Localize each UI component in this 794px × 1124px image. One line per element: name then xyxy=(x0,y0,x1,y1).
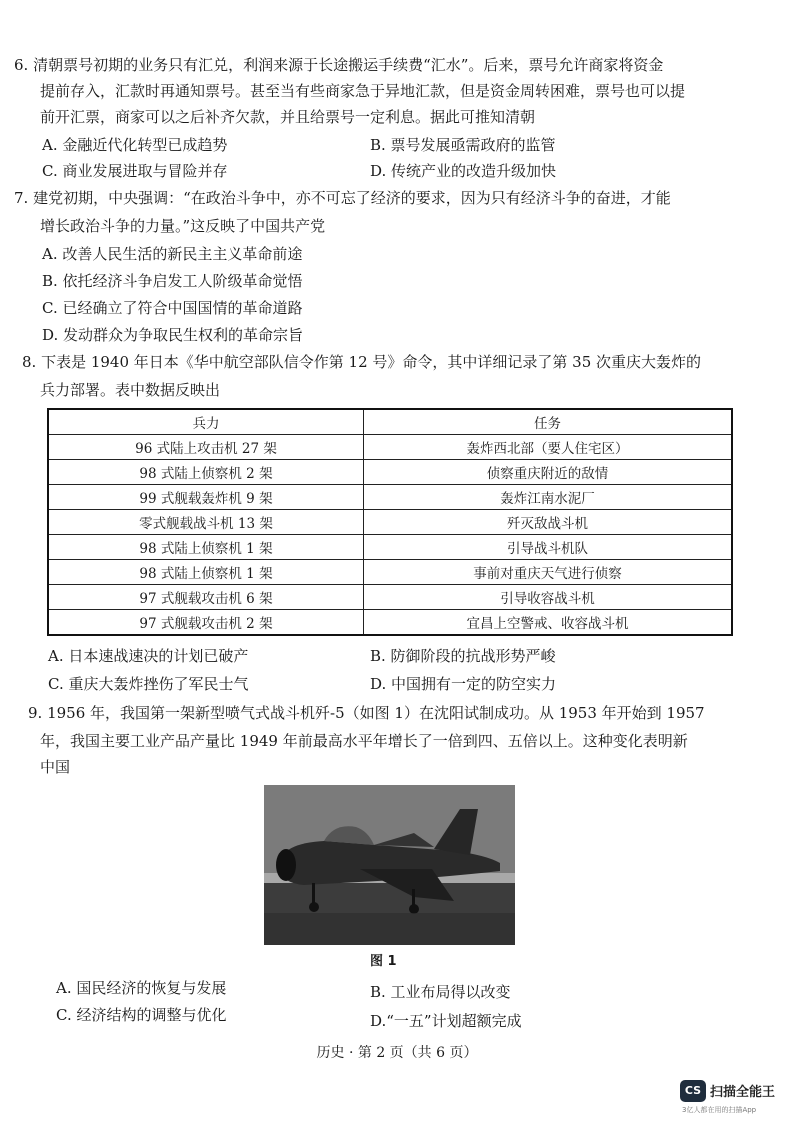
q8-option-d: D. 中国拥有一定的防空实力 xyxy=(370,675,557,693)
q9-option-a: A. 国民经济的恢复与发展 xyxy=(56,979,227,997)
table-row xyxy=(48,485,732,510)
q8-stem-line-1: 8. 下表是 1940 年日本《华中航空部队信令作第 12 号》命令，其中详细记录了第 35 次重庆大轰炸的 xyxy=(22,353,702,371)
table-cell-force: 97 式舰载攻击机 6 架 xyxy=(48,585,364,610)
q7-option-a: A. 改善人民生活的新民主主义革命前途 xyxy=(42,245,303,263)
table-cell-force: 零式舰载战斗机 13 架 xyxy=(48,510,364,535)
table-cell-task: 歼灭敌战斗机 xyxy=(364,510,733,535)
table-cell-task: 事前对重庆天气进行侦察 xyxy=(364,560,733,585)
q8-option-b: B. 防御阶段的抗战形势严峻 xyxy=(370,647,556,665)
q8-option-c: C. 重庆大轰炸挫伤了军民士气 xyxy=(48,675,249,693)
q6-option-c: C. 商业发展进取与冒险并存 xyxy=(42,162,228,180)
q6-option-d: D. 传统产业的改造升级加快 xyxy=(370,162,557,180)
table-cell-task: 引导战斗机队 xyxy=(364,535,733,560)
jet-fighter-illustration xyxy=(264,785,515,945)
q9-stem-line-3: 中国 xyxy=(40,758,71,776)
table-row xyxy=(48,510,732,535)
table-row xyxy=(48,535,732,560)
table-row xyxy=(48,610,732,636)
table-cell-task: 轰炸西北部（要人住宅区） xyxy=(364,435,733,460)
forces-table xyxy=(47,408,733,636)
table-row xyxy=(48,585,732,610)
q7-stem-line-1: 7. 建党初期，中央强调：“在政治斗争中，亦不可忘了经济的要求，因为只有经济斗争的奋进，才能 xyxy=(14,189,671,207)
q7-stem-line-2: 增长政治斗争的力量。”这反映了中国共产党 xyxy=(40,217,326,235)
table-cell-task: 侦察重庆附近的敌情 xyxy=(364,460,733,485)
table-header-tasks: 任务 xyxy=(364,409,733,435)
q7-option-c: C. 已经确立了符合中国国情的革命道路 xyxy=(42,299,303,317)
page-footer: 历史 · 第 2 页（共 6 页） xyxy=(316,1045,478,1061)
camscanner-logo-icon: CS xyxy=(680,1080,706,1102)
table-row xyxy=(48,435,732,460)
q6-stem-line-2: 提前存入，汇款时再通知票号。甚至当有些商家急于异地汇款，但是资金周转困难，票号也可以提 xyxy=(40,82,686,100)
table-cell-force: 98 式陆上侦察机 2 架 xyxy=(48,460,364,485)
q9-stem-line-2: 年，我国主要工业产品产量比 1949 年前最高水平年增长了一倍到四、五倍以上。这种变化表明新 xyxy=(40,732,688,750)
q9-option-c: C. 经济结构的调整与优化 xyxy=(56,1006,227,1024)
table-cell-force: 97 式舰载攻击机 2 架 xyxy=(48,610,364,636)
figure-caption: 图 1 xyxy=(370,954,397,969)
q8-option-a: A. 日本速战速决的计划已破产 xyxy=(48,647,249,665)
q9-stem-line-1: 9. 1956 年，我国第一架新型喷气式战斗机歼-5（如图 1）在沈阳试制成功。从 1953 年开始到 1957 xyxy=(28,704,705,722)
table-cell-task: 引导收容战斗机 xyxy=(364,585,733,610)
q6-stem-line-1: 6. 清朝票号初期的业务只有汇兑，利润来源于长途搬运手续费“汇水”。后来，票号允许商家将资金 xyxy=(14,56,664,74)
table-cell-force: 98 式陆上侦察机 1 架 xyxy=(48,560,364,585)
q7-option-d: D. 发动群众为争取民生权利的革命宗旨 xyxy=(42,326,304,344)
q6-option-a: A. 金融近代化转型已成趋势 xyxy=(42,136,228,154)
watermark-title: 扫描全能王 xyxy=(710,1085,776,1100)
table-cell-force: 98 式陆上侦察机 1 架 xyxy=(48,535,364,560)
table-cell-task: 宜昌上空警戒、收容战斗机 xyxy=(364,610,733,636)
watermark-subtitle: 3亿人都在用的扫描App xyxy=(682,1106,757,1114)
table-cell-force: 96 式陆上攻击机 27 架 xyxy=(48,435,364,460)
jet-fighter-photo xyxy=(264,785,515,945)
table-header-forces: 兵力 xyxy=(48,409,364,435)
q8-stem-line-2: 兵力部署。表中数据反映出 xyxy=(40,381,221,399)
q6-stem-line-3: 前开汇票，商家可以之后补齐欠款，并且给票号一定利息。据此可推知清朝 xyxy=(40,108,536,126)
scanner-watermark xyxy=(680,1078,784,1118)
table-cell-task: 轰炸江南水泥厂 xyxy=(364,485,733,510)
q9-option-d: D.“一五”计划超额完成 xyxy=(370,1012,522,1030)
q9-option-b: B. 工业布局得以改变 xyxy=(370,983,511,1001)
table-header-row xyxy=(48,409,732,435)
table-cell-force: 99 式舰载轰炸机 9 架 xyxy=(48,485,364,510)
q7-option-b: B. 依托经济斗争启发工人阶级革命觉悟 xyxy=(42,272,303,290)
table-row xyxy=(48,560,732,585)
table-row xyxy=(48,460,732,485)
q6-option-b: B. 票号发展亟需政府的监管 xyxy=(370,136,556,154)
